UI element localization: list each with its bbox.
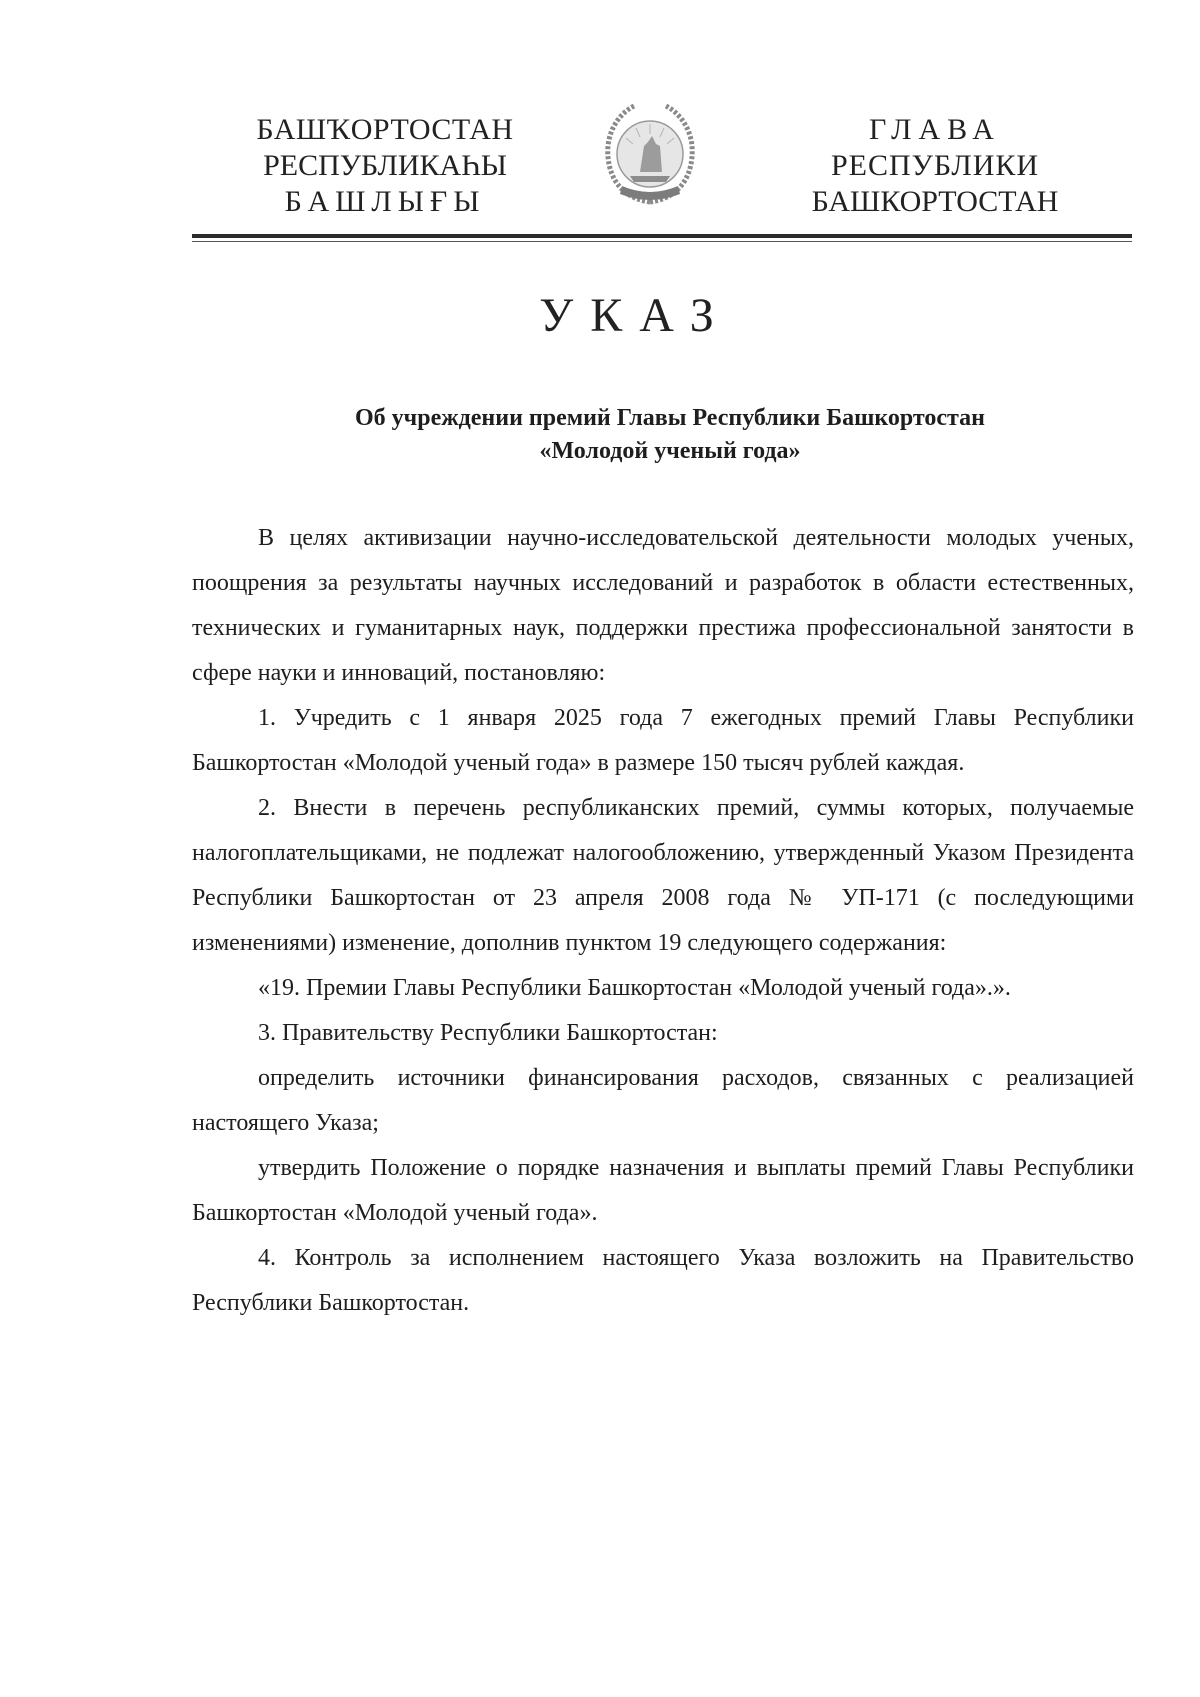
header-left-line-2: РЕСПУБЛИКАҺЫ: [263, 149, 507, 182]
clause-3-paragraph: 3. Правительству Республики Башкортостан:: [258, 1020, 718, 1046]
document-title-line-1: Об учреждении премий Главы Республики Башкортостан: [355, 405, 985, 431]
header-divider-thin: [192, 241, 1132, 242]
clause-2-paragraph: 2. Внести в перечень республиканских премий, суммы которых, получаемые налогоплательщиками, не подлежат налогообложению, утвержденный Указом Президента Республики Башкортостан от 23 апреля 2008 года № УП-171 (с последующими изменениями) изменение, дополнив пунктом 19 следующего содержания:: [192, 795, 1134, 956]
header-right-block: [790, 112, 1080, 220]
document-title: [250, 402, 1090, 468]
coat-of-arms-icon: [600, 102, 700, 212]
header-right-line-3: БАШКОРТОСТАН: [811, 185, 1059, 218]
clause-2-quote-paragraph: «19. Премии Главы Республики Башкортостан «Молодой ученый года».».: [258, 975, 1011, 1001]
preamble-paragraph: В целях активизации научно-исследовательской деятельности молодых ученых, поощрения за результаты научных исследований и разработок в области естественных, технических и гуманитарных наук, поддержки престижа профессиональной занятости в сфере науки и инноваций, постановляю:: [192, 525, 1134, 686]
header-right-line-1: ГЛАВА: [869, 113, 1001, 146]
clause-3-subitem-2: утвердить Положение о порядке назначения и выплаты премий Главы Республики Башкортостан «Молодой ученый года».: [192, 1155, 1134, 1226]
clause-1-paragraph: 1. Учредить с 1 января 2025 года 7 ежегодных премий Главы Республики Башкортостан «Молодой ученый года» в размере 150 тысяч рублей каждая.: [192, 705, 1134, 776]
header-left-line-1: БАШҠОРТОСТАН: [256, 113, 514, 146]
header-left-line-3: БАШЛЫҒЫ: [284, 185, 486, 218]
header-right-line-2: РЕСПУБЛИКИ: [830, 149, 1040, 182]
header-left-block: [240, 112, 530, 220]
clause-4-paragraph: 4. Контроль за исполнением настоящего Указа возложить на Правительство Республики Башкортостан.: [192, 1245, 1134, 1316]
clause-3-subitem-1: определить источники финансирования расходов, связанных с реализацией настоящего Указа;: [192, 1065, 1134, 1136]
document-body: [192, 516, 1134, 1326]
document-title-line-2: «Молодой ученый года»: [539, 438, 801, 464]
header-divider-thick: [192, 234, 1132, 238]
document-type-heading: УКАЗ: [539, 289, 731, 342]
